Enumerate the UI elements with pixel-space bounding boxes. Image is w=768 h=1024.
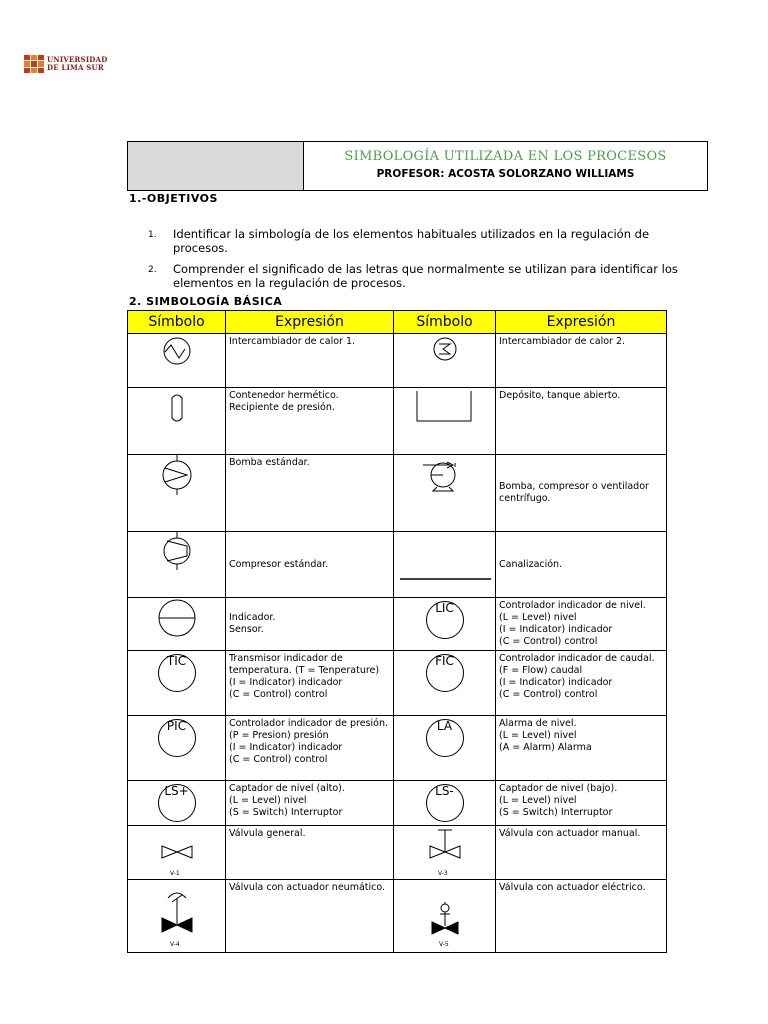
table-row: [128, 716, 667, 781]
logo-line-1: UNIVERSIDAD: [47, 55, 108, 64]
expression-cell: Contenedor hermético. Recipiente de presión.: [226, 388, 394, 455]
table-row: [128, 651, 667, 716]
logo-mark-icon: [24, 55, 44, 73]
centrifugal-pump-icon: [415, 455, 475, 525]
expression-cell: Válvula general.: [226, 826, 394, 880]
pressure-vessel-icon: [157, 388, 197, 448]
objective-item: 1. Identificar la simbología de los elementos habituales utilizados en la regulación de procesos.: [148, 227, 650, 255]
expression-cell: Válvula con actuador manual.: [496, 826, 667, 880]
expression-cell: Bomba estándar.: [226, 455, 394, 532]
electric-valve-icon: [420, 880, 470, 950]
section-objectives-heading: 1.-OBJETIVOS: [129, 192, 218, 205]
table-row: [128, 880, 667, 953]
level-controller-icon: LIC: [426, 601, 464, 639]
expression-cell: Válvula con actuador neumático.: [226, 880, 394, 953]
table-row: [128, 826, 667, 880]
valve-tag: V-4: [169, 941, 180, 948]
header-blank-cell: [128, 142, 304, 190]
table-row: [128, 781, 667, 826]
document-header: [127, 141, 708, 191]
general-valve-icon: [152, 826, 202, 876]
valve-tag: V-1: [169, 870, 180, 876]
standard-compressor-icon: [157, 532, 197, 592]
expression-cell: Transmisor indicador de temperatura. (T = Tenperature) (I = Indicator) indicador (C = Control) control: [226, 651, 394, 716]
table-row: [128, 598, 667, 651]
expression-cell: Captador de nivel (alto). (L = Level) nivel (S = Switch) Interruptor: [226, 781, 394, 826]
table-row: [128, 455, 667, 532]
table-row: [128, 388, 667, 455]
expression-cell: Intercambiador de calor 2.: [496, 334, 667, 388]
pipeline-icon: [395, 532, 495, 592]
expression-cell: Alarma de nivel. (L = Level) nivel (A = Alarm) Alarma: [496, 716, 667, 781]
expression-cell: Captador de nivel (bajo). (L = Level) nivel (S = Switch) Interruptor: [496, 781, 667, 826]
logo-line-2: DE LIMA SUR: [47, 63, 104, 72]
symbology-table: [127, 310, 667, 953]
indicator-sensor-icon: [157, 598, 197, 644]
header-symbol: Símbolo: [394, 311, 496, 334]
objective-item: 2. Comprender el significado de las letras que normalmente se utilizan para identificar los elementos en la regulación de procesos.: [148, 262, 678, 290]
standard-pump-icon: [157, 455, 197, 525]
table-row: [128, 334, 667, 388]
valve-tag: V-5: [438, 941, 449, 948]
expression-cell: Controlador indicador de presión. (P = Presion) presión (I = Indicator) indicador (C = Control) control: [226, 716, 394, 781]
header-symbol: Símbolo: [128, 311, 226, 334]
flow-controller-icon: FIC: [426, 654, 464, 692]
expression-cell: Controlador indicador de caudal. (F = Flow) caudal (I = Indicator) indicador (C = Control) control: [496, 651, 667, 716]
expression-cell: Depósito, tanque abierto.: [496, 388, 667, 455]
expression-cell: Canalización.: [496, 532, 667, 598]
open-tank-icon: [405, 388, 485, 448]
expression-cell: Compresor estándar.: [226, 532, 394, 598]
pneumatic-valve-icon: [152, 880, 202, 950]
heat-exchanger-1-icon: [157, 336, 197, 376]
high-level-switch-icon: LS+: [158, 784, 196, 822]
manual-valve-icon: [420, 826, 470, 876]
valve-tag: V-3: [437, 870, 448, 876]
expression-cell: Controlador indicador de nivel. (L = Level) nivel (I = Indicator) indicador (C = Control) control: [496, 598, 667, 651]
expression-cell: Intercambiador de calor 1.: [226, 334, 394, 388]
pressure-controller-icon: PIC: [158, 719, 196, 757]
temperature-transmitter-icon: TIC: [158, 654, 196, 692]
header-expression: Expresión: [496, 311, 667, 334]
table-header-row: [128, 311, 667, 334]
header-expression: Expresión: [226, 311, 394, 334]
professor-name: PROFESOR: ACOSTA SOLORZANO WILLIAMS: [376, 168, 635, 180]
university-logo: [24, 55, 107, 73]
section-symbology-heading: 2. SIMBOLOGÍA BÁSICA: [129, 295, 283, 308]
expression-cell: Indicador. Sensor.: [226, 598, 394, 651]
document-title: SIMBOLOGÍA UTILIZADA EN LOS PROCESOS: [344, 149, 667, 164]
low-level-switch-icon: LS-: [426, 784, 464, 822]
expression-cell: Bomba, compresor o ventilador centrífugo.: [496, 455, 667, 532]
heat-exchanger-2-icon: [425, 336, 465, 376]
expression-cell: Válvula con actuador eléctrico.: [496, 880, 667, 953]
table-row: [128, 532, 667, 598]
level-alarm-icon: LA: [426, 719, 464, 757]
